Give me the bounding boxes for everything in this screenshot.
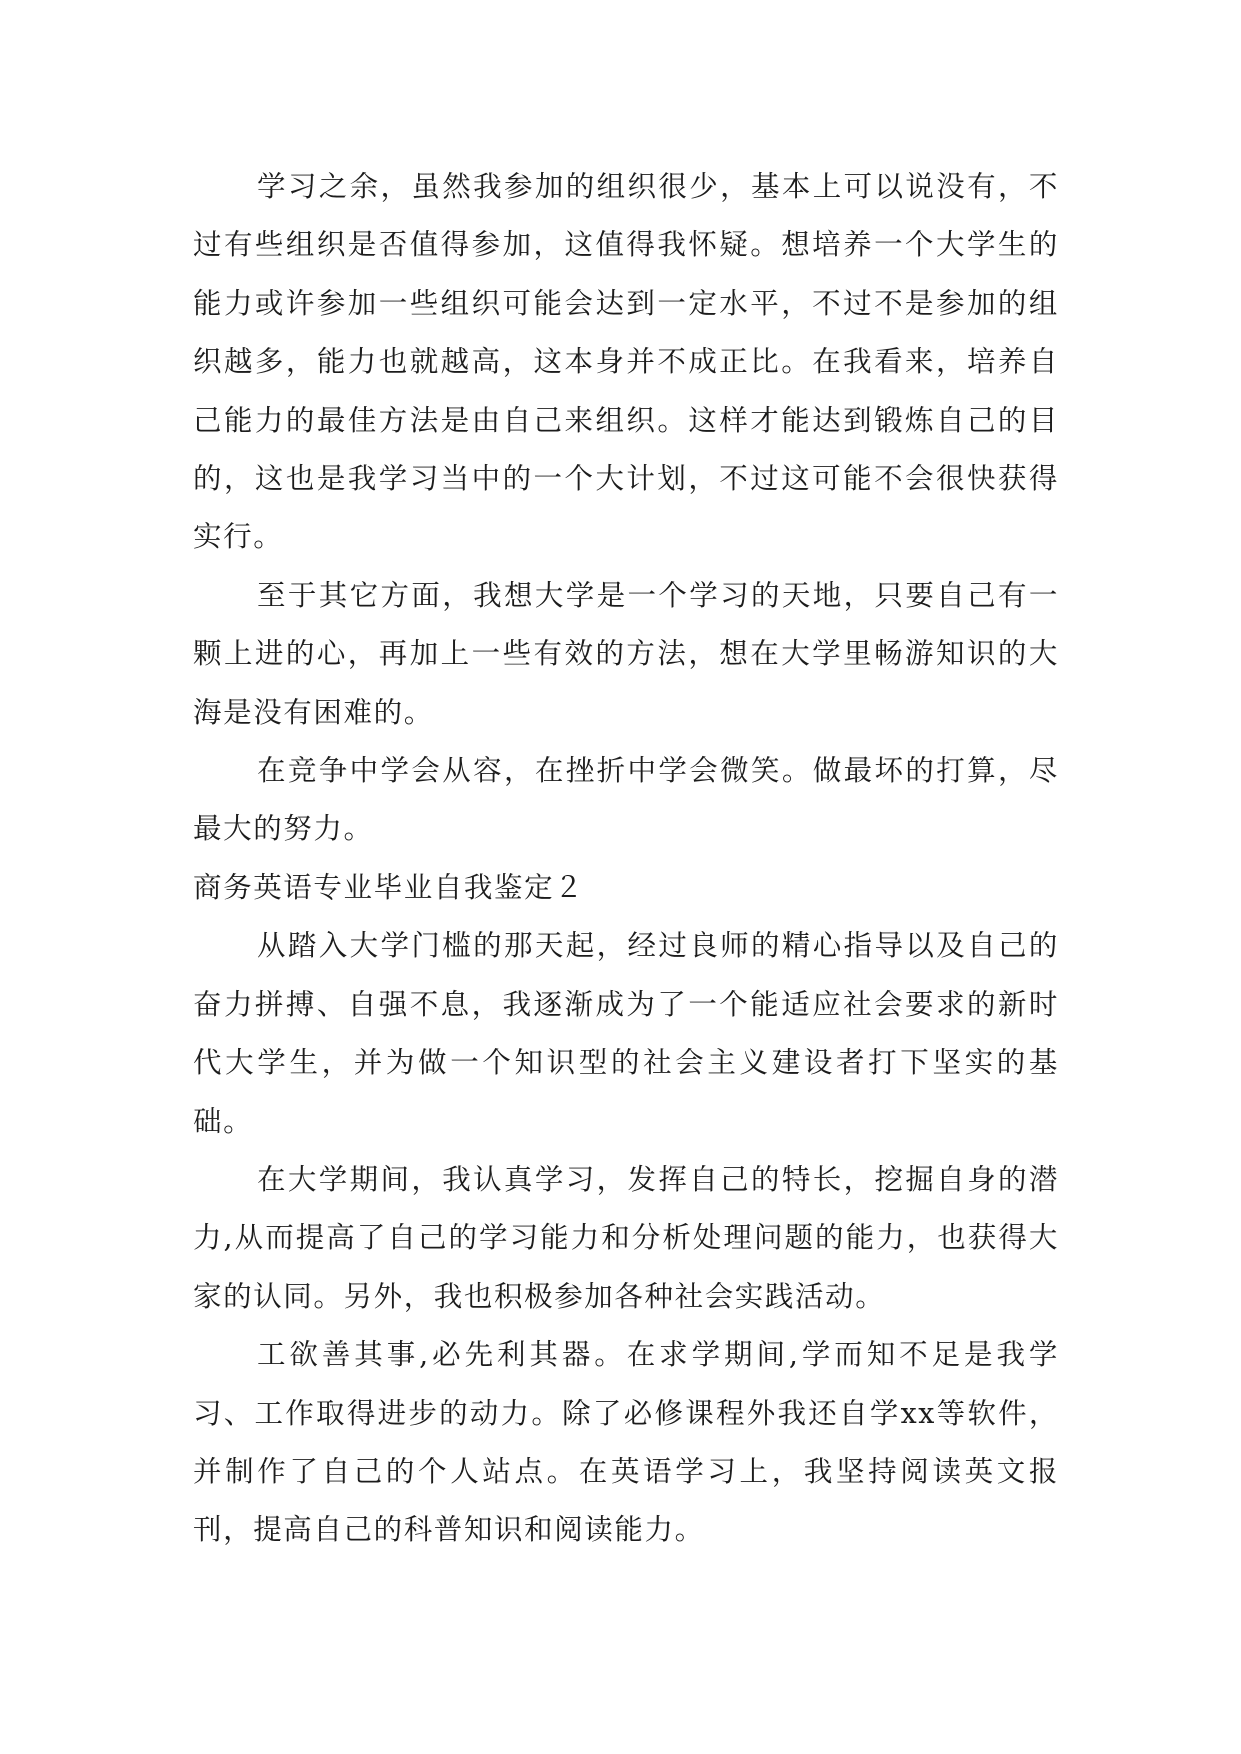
paragraph: 在竞争中学会从容，在挫折中学会微笑。做最坏的打算，尽最大的努力。 <box>193 754 1059 846</box>
paragraph: 学习之余，虽然我参加的组织很少，基本上可以说没有，不过有些组织是否值得参加，这值得我怀疑。想培养一个大学生的能力或许参加一些组织可能会达到一定水平，不过不是参加的组织越多，能力也就越高，这本身并不成正比。在我看来，培养自己能力的最佳方法是由自己来组织。这样才能达到锻炼自己的目的，这也是我学习当中的一个大计划，不过这可能不会很快获得实行。 <box>193 170 1059 554</box>
paragraph: 至于其它方面，我想大学是一个学习的天地，只要自己有一颗上进的心，再加上一些有效的方法，想在大学里畅游知识的大海是没有困难的。 <box>193 578 1059 729</box>
document-body <box>193 158 1059 1560</box>
paragraph: 工欲善其事,必先利其器。在求学期间,学而知不足是我学习、工作取得进步的动力。除了必修课程外我还自学xx等软件，并制作了自己的个人站点。在英语学习上，我坚持阅读英文报刊，提高自己的科普知识和阅读能力。 <box>193 1338 1059 1547</box>
paragraph: 在大学期间，我认真学习，发挥自己的特长，挖掘自身的潜力,从而提高了自己的学习能力和分析处理问题的能力，也获得大家的认同。另外，我也积极参加各种社会实践活动。 <box>193 1162 1059 1313</box>
section-title: 商务英语专业毕业自我鉴定２ <box>193 870 585 904</box>
paragraph: 从踏入大学门槛的那天起，经过良师的精心指导以及自己的奋力拼搏、自强不息，我逐渐成为了一个能适应社会要求的新时代大学生，并为做一个知识型的社会主义建设者打下坚实的基础。 <box>193 929 1059 1138</box>
